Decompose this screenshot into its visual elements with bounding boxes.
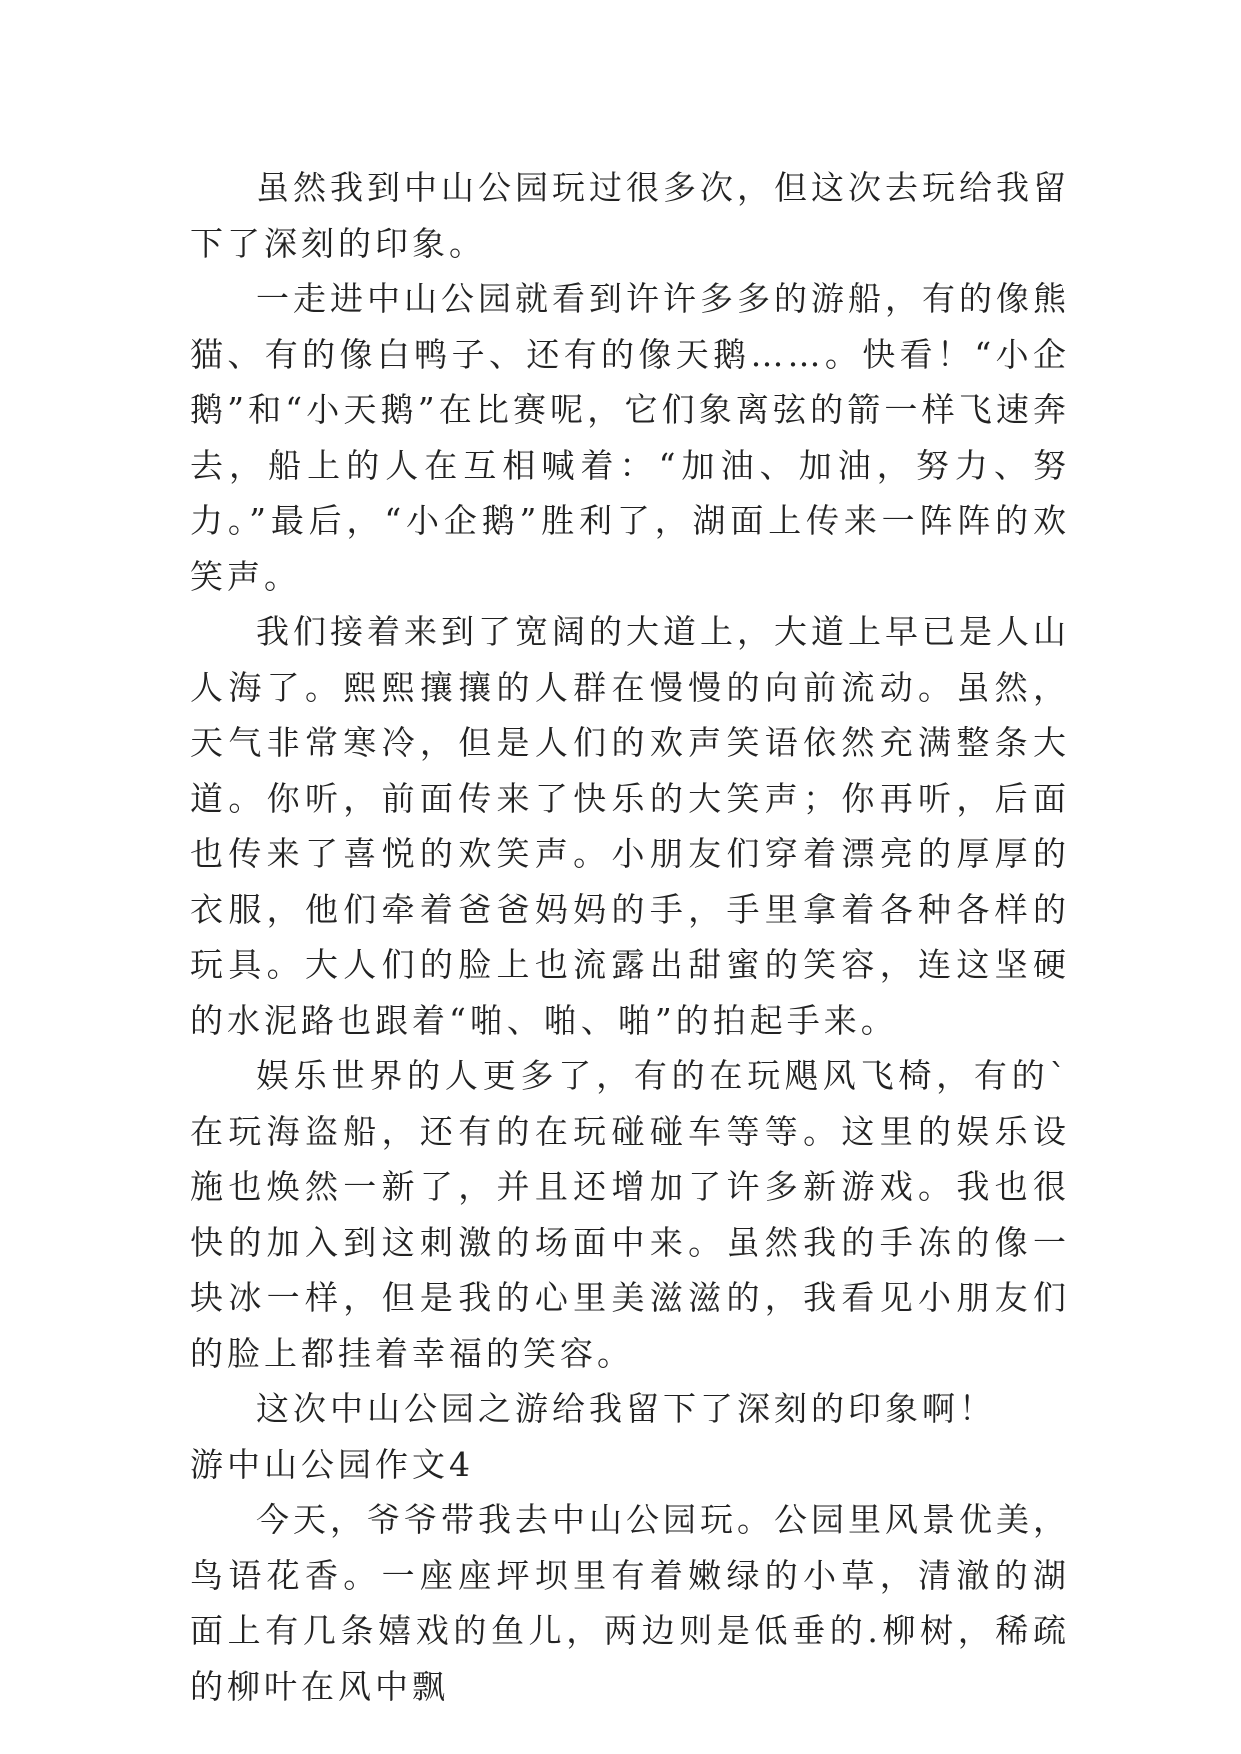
paragraph-avenue: 我们接着来到了宽阔的大道上，大道上早已是人山人海了。熙熙攘攘的人群在慢慢的向前流动。虽然，天气非常寒冷，但是人们的欢声笑语依然充满整条大道。你听，前面传来了快乐的大笑声；你再听，后面也传来了喜悦的欢笑声。小朋友们穿着漂亮的厚厚的衣服，他们牵着爸爸妈妈的手，手里拿着各种各样的玩具。大人们的脸上也流露出甜蜜的笑容，连这坚硬的水泥路也跟着“啪、啪、啪”的拍起手来。 bbox=[190, 612, 1070, 1040]
essay-heading: 游中山公园作文4 bbox=[190, 1444, 474, 1484]
paragraph-next-essay: 今天，爷爷带我去中山公园玩。公园里风景优美，鸟语花香。一座座坪坝里有着嫩绿的小草，清澈的湖面上有几条嬉戏的鱼儿，两边则是低垂的.柳树，稀疏的柳叶在风中飘 bbox=[190, 1500, 1070, 1706]
paragraph-intro: 虽然我到中山公园玩过很多次，但这次去玩给我留下了深刻的印象。 bbox=[190, 168, 1070, 263]
paragraph-boats: 一走进中山公园就看到许许多多的游船，有的像熊猫、有的像白鸭子、还有的像天鹅……。快看！“小企鹅”和“小天鹅”在比赛呢，它们象离弦的箭一样飞速奔去，船上的人在互相喊着：“加油、加油，努力、努力。”最后，“小企鹅”胜利了，湖面上传来一阵阵的欢笑声。 bbox=[190, 279, 1070, 596]
paragraph-conclusion: 这次中山公园之游给我留下了深刻的印象啊！ bbox=[256, 1389, 996, 1428]
document-body bbox=[190, 160, 1070, 1714]
paragraph-amusement: 娱乐世界的人更多了，有的在玩飓风飞椅，有的`在玩海盗船，还有的在玩碰碰车等等。这里的娱乐设施也焕然一新了，并且还增加了许多新游戏。我也很快的加入到这刺激的场面中来。虽然我的手冻的像一块冰一样，但是我的心里美滋滋的，我看见小朋友们的脸上都挂着幸福的笑容。 bbox=[190, 1056, 1070, 1373]
